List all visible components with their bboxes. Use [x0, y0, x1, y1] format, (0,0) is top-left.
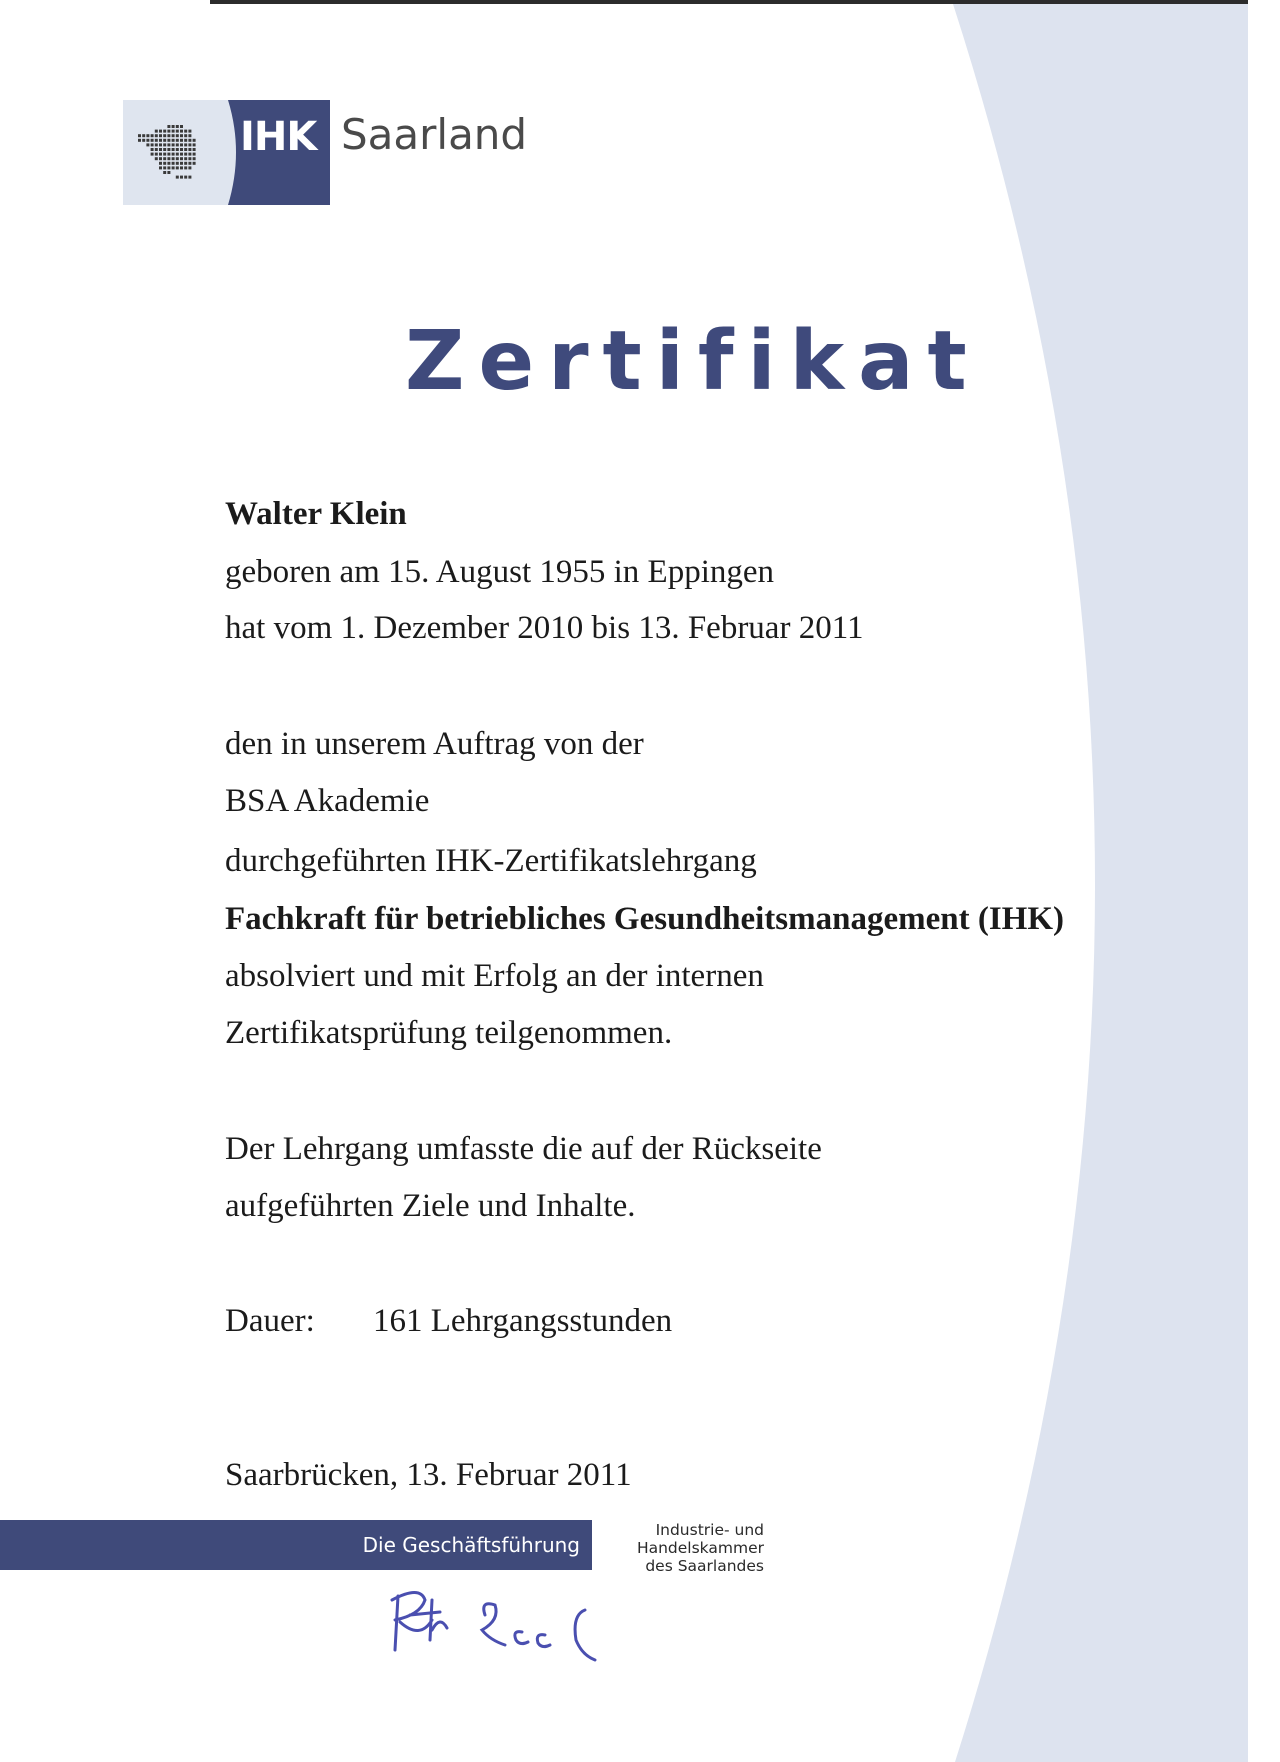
footer-banner — [0, 1520, 592, 1570]
map-dot — [146, 139, 149, 142]
map-dot — [184, 153, 187, 156]
map-dot — [142, 139, 145, 142]
map-dot — [163, 148, 166, 151]
body-line: den in unserem Auftrag von der — [225, 726, 644, 762]
map-dot — [155, 157, 158, 160]
map-dot — [184, 143, 187, 146]
map-dot — [159, 143, 162, 146]
map-dot — [180, 125, 183, 128]
contents-line: Der Lehrgang umfasste die auf der Rückseite — [225, 1131, 822, 1167]
chamber-line: Industrie- und — [655, 1521, 764, 1539]
logo-ihk-mark: IHK — [240, 114, 317, 160]
map-dot — [172, 130, 175, 133]
map-dot — [188, 148, 191, 151]
map-dot — [188, 143, 191, 146]
top-edge-line — [210, 0, 1248, 4]
map-dot — [188, 139, 191, 142]
map-dot — [155, 134, 158, 137]
map-dot — [172, 143, 175, 146]
duration-value: 161 Lehrgangsstunden — [373, 1303, 673, 1339]
map-dot — [188, 176, 191, 179]
map-dot — [188, 162, 191, 165]
map-dot — [138, 134, 141, 137]
map-dot — [163, 171, 166, 174]
map-dot — [151, 139, 154, 142]
map-dot — [151, 134, 154, 137]
map-dot — [151, 153, 154, 156]
map-dot — [176, 176, 179, 179]
side-panel — [953, 4, 1248, 1762]
map-dot — [172, 157, 175, 160]
map-dot — [159, 148, 162, 151]
map-dot — [176, 148, 179, 151]
map-dot — [151, 143, 154, 146]
chamber-name — [600, 1521, 764, 1575]
map-dot — [188, 153, 191, 156]
body-line: Zertifikatsprüfung teilgenommen. — [225, 1015, 673, 1051]
map-dot — [184, 139, 187, 142]
map-dot — [163, 134, 166, 137]
map-dot — [180, 130, 183, 133]
map-dot — [176, 162, 179, 165]
map-dot — [167, 157, 170, 160]
map-dot — [155, 143, 158, 146]
map-dot — [163, 157, 166, 160]
map-dot — [155, 139, 158, 142]
map-dot — [172, 134, 175, 137]
map-dot — [176, 143, 179, 146]
body-line: absolviert und mit Erfolg an der internen — [225, 958, 764, 994]
map-dot — [184, 130, 187, 133]
map-dot — [163, 166, 166, 169]
map-dot — [146, 143, 149, 146]
map-dot — [159, 157, 162, 160]
map-dot — [184, 157, 187, 160]
map-dot — [188, 157, 191, 160]
map-dot — [167, 139, 170, 142]
map-dot — [176, 134, 179, 137]
map-dot — [167, 125, 170, 128]
map-dot — [155, 153, 158, 156]
map-dot — [159, 166, 162, 169]
map-dot — [180, 153, 183, 156]
map-dot — [180, 139, 183, 142]
map-dot — [167, 171, 170, 174]
map-dot — [159, 130, 162, 133]
map-dot — [163, 130, 166, 133]
map-dot — [193, 143, 196, 146]
map-dot — [167, 143, 170, 146]
map-dot — [176, 157, 179, 160]
map-dot — [159, 153, 162, 156]
map-dot — [180, 134, 183, 137]
provider-name: BSA Akademie — [225, 783, 430, 819]
map-dot — [167, 162, 170, 165]
course-name: Fachkraft für betriebliches Gesundheitsmanagement (IHK) — [225, 901, 1065, 937]
map-dot — [155, 130, 158, 133]
map-dot — [184, 162, 187, 165]
map-dot — [159, 139, 162, 142]
duration-label: Dauer: — [225, 1303, 315, 1339]
map-dot — [151, 148, 154, 151]
map-dot — [155, 148, 158, 151]
map-dot — [172, 162, 175, 165]
map-dot — [167, 148, 170, 151]
contents-line: aufgeführten Ziele und Inhalte. — [225, 1188, 636, 1224]
map-dot — [172, 125, 175, 128]
map-dot — [193, 153, 196, 156]
map-dot — [172, 166, 175, 169]
map-dot — [184, 166, 187, 169]
map-dot — [163, 153, 166, 156]
banner-label: Die Geschäftsführung — [362, 1533, 580, 1557]
map-dot — [146, 134, 149, 137]
map-dot — [163, 162, 166, 165]
map-dot — [193, 148, 196, 151]
map-dot — [193, 157, 196, 160]
recipient-name: Walter Klein — [225, 496, 407, 532]
map-dot — [176, 139, 179, 142]
map-dot — [176, 130, 179, 133]
map-dot — [138, 139, 141, 142]
map-dot — [167, 130, 170, 133]
birth-line: geboren am 15. August 1955 in Eppingen — [225, 554, 775, 590]
map-dot — [142, 134, 145, 137]
map-dot — [172, 139, 175, 142]
map-dot — [172, 153, 175, 156]
map-dot — [184, 176, 187, 179]
map-dot — [180, 166, 183, 169]
map-dot — [180, 162, 183, 165]
map-dot — [184, 148, 187, 151]
map-dot — [163, 139, 166, 142]
map-dot — [159, 134, 162, 137]
map-dot — [180, 176, 183, 179]
map-dot — [176, 153, 179, 156]
map-dot — [180, 143, 183, 146]
page-title: Zertifikat — [405, 314, 981, 409]
period-line: hat vom 1. Dezember 2010 bis 13. Februar 2011 — [225, 610, 864, 646]
map-dot — [176, 166, 179, 169]
map-dot — [167, 153, 170, 156]
map-dot — [188, 130, 191, 133]
map-dot — [163, 143, 166, 146]
map-dot — [193, 139, 196, 142]
map-dot — [188, 166, 191, 169]
map-dot — [167, 166, 170, 169]
map-dot — [172, 148, 175, 151]
map-dot — [180, 157, 183, 160]
map-dot — [184, 134, 187, 137]
map-dot — [193, 162, 196, 165]
map-dot — [180, 148, 183, 151]
place-date: Saarbrücken, 13. Februar 2011 — [225, 1457, 632, 1493]
map-dot — [188, 134, 191, 137]
logo-region: Saarland — [341, 110, 528, 159]
body-line: durchgeführten IHK-Zertifikatslehrgang — [225, 843, 757, 879]
signature — [392, 1593, 595, 1661]
chamber-line: des Saarlandes — [645, 1557, 764, 1575]
map-dot — [176, 125, 179, 128]
chamber-line: Handelskammer — [636, 1539, 764, 1557]
map-dot — [167, 134, 170, 137]
map-dot — [159, 162, 162, 165]
